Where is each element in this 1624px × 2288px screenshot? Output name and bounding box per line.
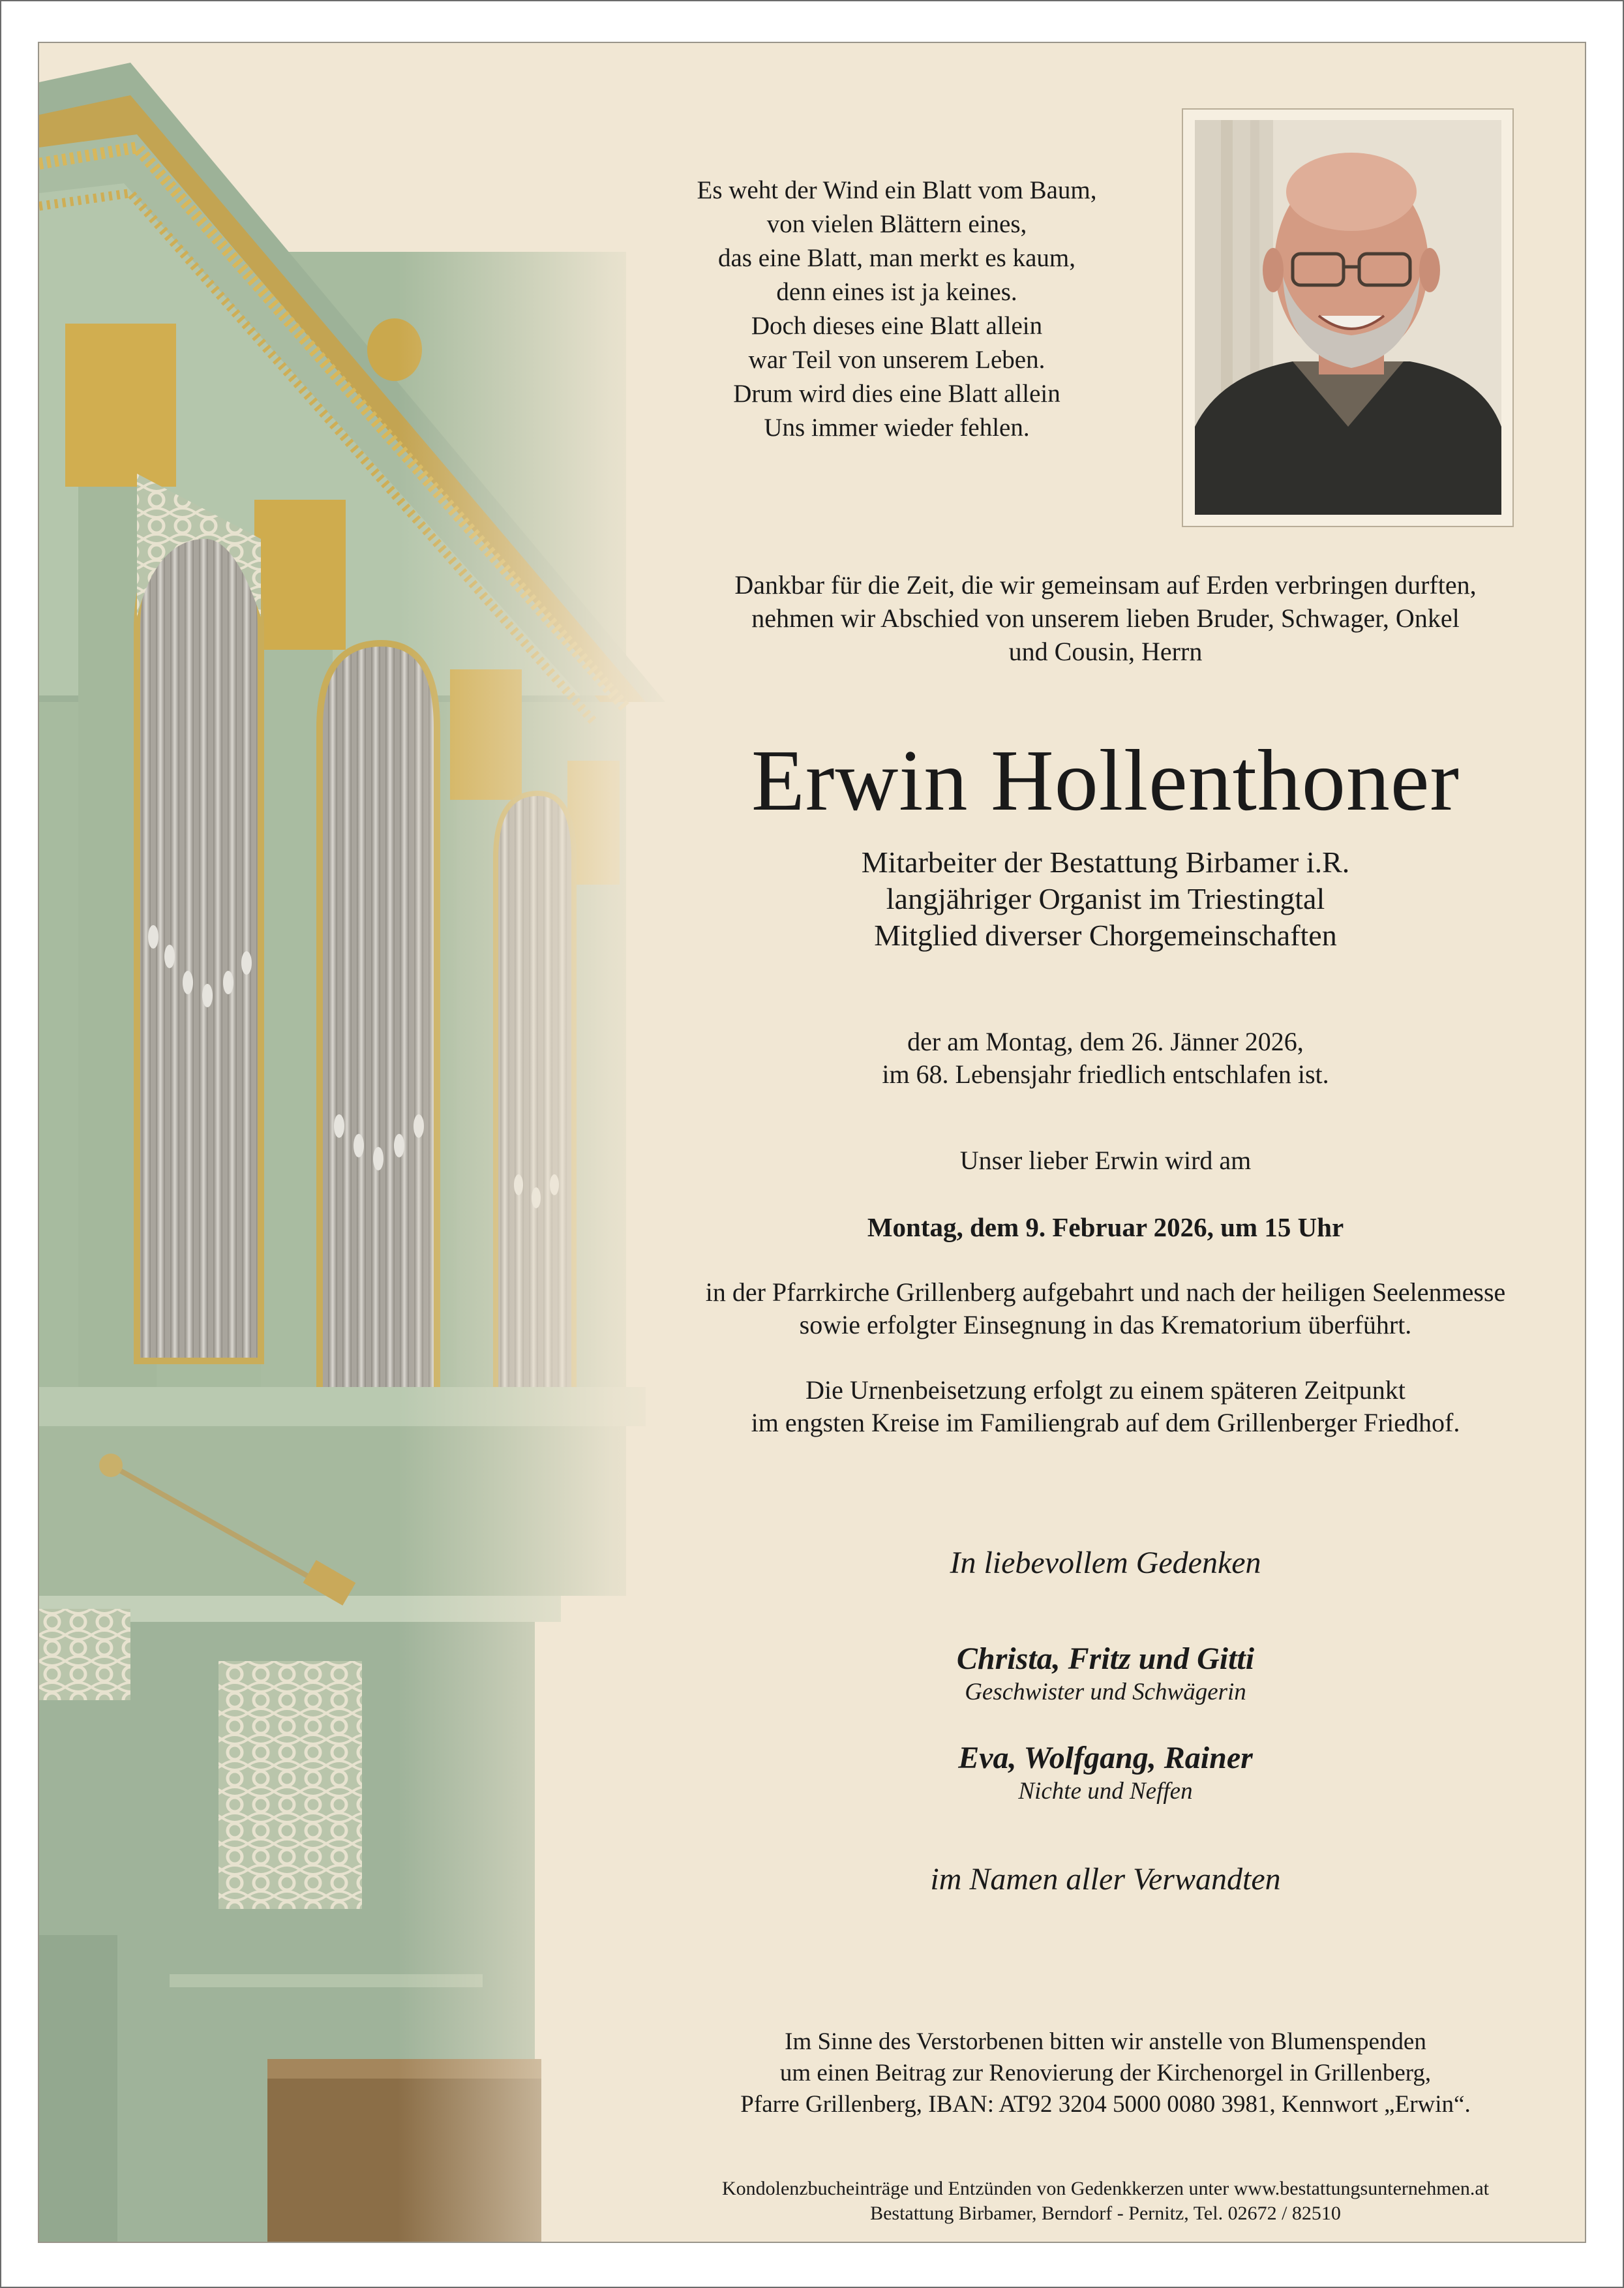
mourner-relation: Nichte und Neffen — [1018, 1778, 1193, 1805]
urn-line: im engsten Kreise im Familiengrab auf dem Grillenberger Friedhof. — [751, 1408, 1460, 1437]
poem-line: denn eines ist ja keines. — [776, 278, 1017, 306]
intro-line: Dankbar für die Zeit, die wir gemeinsam auf Erden verbringen durften, — [734, 570, 1477, 600]
poem — [626, 174, 1167, 445]
church-text — [626, 1276, 1585, 1341]
donation-line: Pfarre Grillenberg, IBAN: AT92 3204 5000 0080 3981, Kennwort „Erwin“. — [740, 2091, 1471, 2118]
donation-request — [626, 2026, 1585, 2120]
deceased-name: Erwin Hollenthoner — [751, 732, 1460, 829]
mourner-group — [626, 1739, 1585, 1806]
death-notice-line: der am Montag, dem 26. Jänner 2026, — [907, 1027, 1304, 1056]
donation-line: um einen Beitrag zur Renovierung der Kirchenorgel in Grillenberg, — [779, 2060, 1432, 2086]
poem-line: Doch dieses eine Blatt allein — [751, 312, 1043, 340]
church-line: in der Pfarrkirche Grillenberg aufgebahrt und nach der heiligen Seelenmesse — [705, 1277, 1506, 1307]
role-line: Mitarbeiter der Bestattung Birbamer i.R. — [861, 846, 1350, 879]
organ-fade-overlay — [39, 43, 691, 2242]
intro-line: nehmen wir Abschied von unserem lieben Bruder, Schwager, Onkel — [751, 603, 1460, 633]
church-line: sowie erfolgter Einsegnung in das Krematorium überführt. — [799, 1310, 1412, 1339]
poem-line: das eine Blatt, man merkt es kaum, — [717, 244, 1076, 272]
mourner-names: Christa, Fritz und Gitti — [956, 1641, 1255, 1676]
poem-line: von vielen Blättern eines, — [766, 210, 1027, 238]
footer — [626, 2176, 1585, 2226]
relatives-line: im Namen aller Verwandten — [930, 1862, 1281, 1897]
mourner-relation: Geschwister und Schwägerin — [965, 1679, 1246, 1705]
death-notice — [626, 1026, 1585, 1091]
role-line: Mitglied diverser Chorgemeinschaften — [874, 919, 1337, 952]
urn-line: Die Urnenbeisetzung erfolgt zu einem späteren Zeitpunkt — [805, 1375, 1406, 1405]
portrait-frame — [1182, 108, 1514, 527]
urn-text — [626, 1374, 1585, 1439]
footer-line: Bestattung Birbamer, Berndorf - Pernitz, Tel. 02672 / 82510 — [870, 2203, 1341, 2224]
role-line: langjähriger Organist im Triestingtal — [886, 882, 1325, 915]
obituary-card — [38, 42, 1586, 2243]
footer-line: Kondolenzbucheinträge und Entzünden von Gedenkkerzen unter www.bestattungsunternehmen.at — [721, 2178, 1489, 2199]
intro-text — [626, 568, 1585, 668]
donation-line: Im Sinne des Verstorbenen bitten wir anstelle von Blumenspenden — [785, 2028, 1426, 2055]
poem-line: Uns immer wieder fehlen. — [764, 414, 1030, 442]
mourner-names: Eva, Wolfgang, Rainer — [958, 1741, 1253, 1775]
funeral-date: Montag, dem 9. Februar 2026, um 15 Uhr — [867, 1212, 1344, 1242]
poem-line: war Teil von unserem Leben. — [748, 346, 1045, 374]
mourner-group — [626, 1640, 1585, 1707]
deceased-roles — [626, 844, 1585, 954]
poem-line: Drum wird dies eine Blatt allein — [733, 380, 1060, 408]
intro-line: und Cousin, Herrn — [1008, 637, 1203, 666]
funeral-intro: Unser lieber Erwin wird am — [959, 1146, 1252, 1175]
death-notice-line: im 68. Lebensjahr friedlich entschlafen ist. — [882, 1060, 1329, 1089]
memory-line: In liebevollem Gedenken — [950, 1546, 1261, 1580]
poem-line: Es weht der Wind ein Blatt vom Baum, — [697, 176, 1097, 204]
portrait-photo — [1195, 120, 1501, 515]
